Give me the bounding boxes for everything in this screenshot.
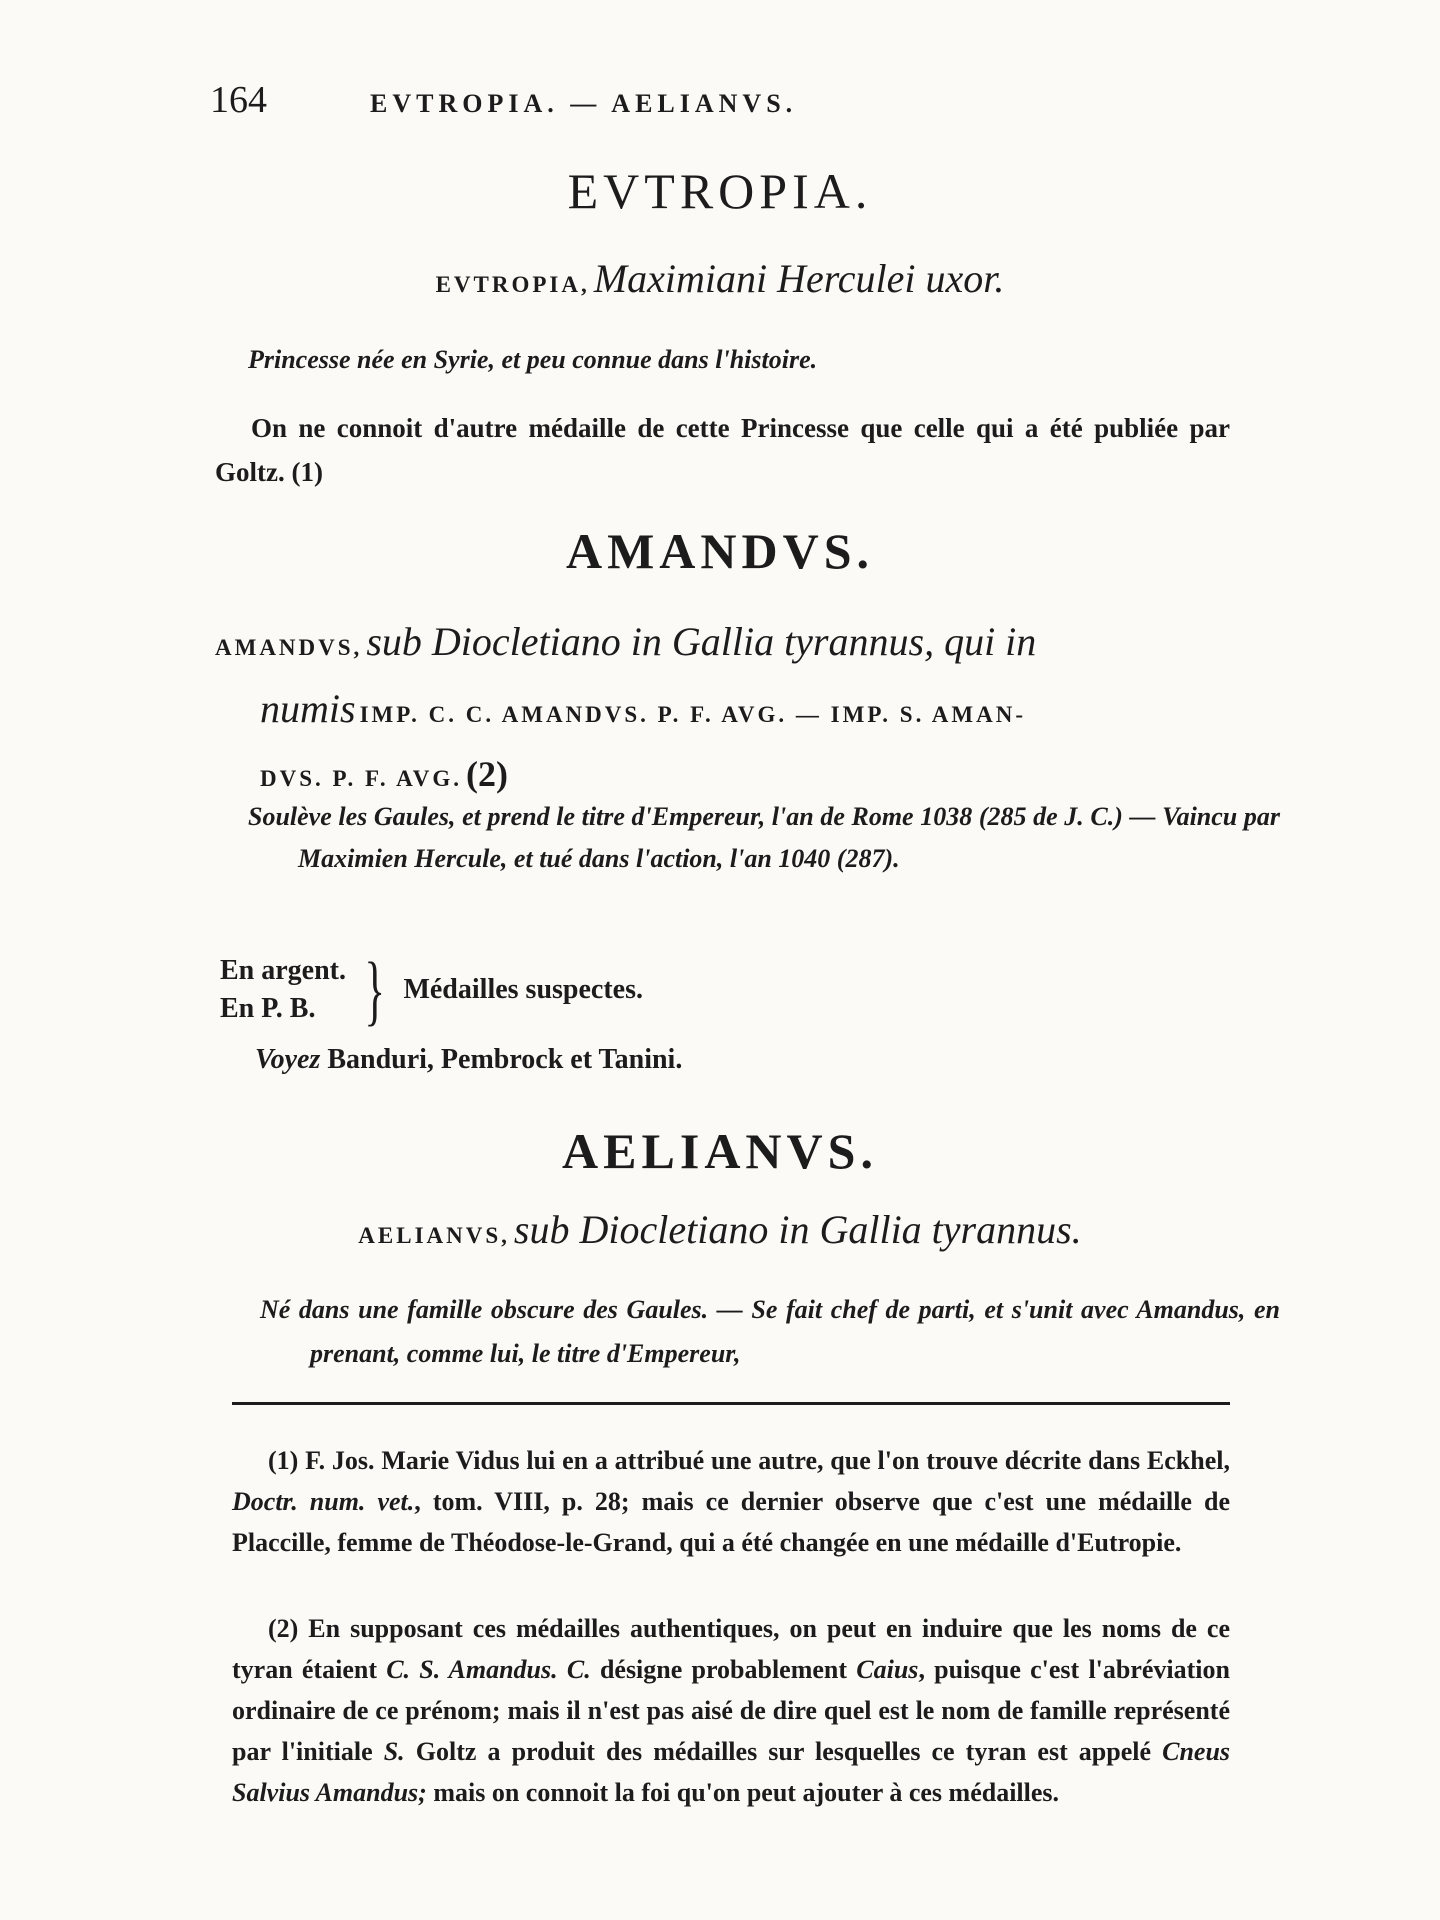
fn2-italic-1: C. S. Amandus. C. bbox=[386, 1655, 591, 1684]
fn2-part-a: (2) En supposant ces médailles authentiques, on peut en induire que les noms de ce tyran étaient bbox=[232, 1614, 1230, 1684]
eutropia-epithet: Maximiani Herculei uxor. bbox=[593, 256, 1005, 301]
brace-glyph: } bbox=[364, 946, 386, 1033]
metal-silver: En argent. bbox=[220, 955, 346, 986]
eutropia-text: On ne connoit d'autre médaille de cette Princesse que celle qui a été publiée par Goltz. (1) bbox=[215, 413, 1230, 487]
amandus-epithet: sub Diocletiano in Gallia tyrannus, qui in bbox=[366, 619, 1037, 664]
running-title: EVTROPIA. — AELIANVS. bbox=[370, 89, 798, 118]
amandus-numis: numis bbox=[260, 686, 356, 731]
fn2-italic-4: Cneus Salvius Amandus; bbox=[232, 1737, 1231, 1807]
page-number: 164 bbox=[210, 79, 267, 121]
fn2-part-d: Goltz a produit des médailles sur lesquelles ce tyran est appelé bbox=[415, 1737, 1152, 1766]
aelianus-epithet: sub Diocletiano in Gallia tyrannus. bbox=[513, 1207, 1082, 1252]
amandus-metals bbox=[220, 946, 643, 1033]
amandus-bio: Soulève les Gaules, et prend le titre d'Empereur, l'an de Rome 1038 (285 de J. C.) — Vaincu par Maximien Hercule, et tué dans l'action, l'an 1040 (287). bbox=[248, 802, 1280, 873]
amandus-name: AMANDVS, bbox=[215, 635, 363, 660]
aelianus-heading-line bbox=[0, 1206, 1440, 1253]
aelianus-name: AELIANVS, bbox=[358, 1223, 510, 1248]
amandus-heading-line1 bbox=[215, 612, 1230, 681]
footnote-1 bbox=[232, 1440, 1230, 1563]
amandus-see bbox=[255, 1044, 682, 1076]
section-title-amandus: AMANDVS. bbox=[565, 523, 875, 579]
section-title-eutropia: EVTROPIA. bbox=[567, 163, 873, 219]
fn2-italic-2: Caius bbox=[856, 1655, 919, 1684]
fn2-part-e: mais on connoit la foi qu'on peut ajouter à ces médailles. bbox=[433, 1778, 1060, 1807]
fn1-part-b: , tom. VIII, p. 28; mais ce dernier observe que c'est une médaille de Placcille, femme de Théodose-le-Grand, qui a été changée en une médaille d'Eutropie. bbox=[232, 1487, 1231, 1557]
aelianus-bio: Né dans une famille obscure des Gaules. — Se fait chef de parti, et s'unit avec Amandus, en prenant, comme lui, le titre d'Empereur, bbox=[260, 1295, 1280, 1368]
amandus-note-ref: (2) bbox=[466, 754, 508, 794]
footnote-2 bbox=[232, 1608, 1230, 1813]
see-label: Voyez bbox=[255, 1044, 321, 1075]
metal-pb: En P. B. bbox=[220, 993, 316, 1024]
amandus-legend-2: DVS. P. F. AVG. bbox=[260, 766, 463, 791]
eutropia-bio: Princesse née en Syrie, et peu connue dans l'histoire. bbox=[248, 345, 818, 374]
amandus-heading-line2 bbox=[215, 681, 1230, 746]
running-head bbox=[210, 78, 1230, 122]
fn2-italic-3: S. bbox=[383, 1737, 405, 1766]
amandus-legend-1: IMP. C. C. AMANDVS. P. F. AVG. — IMP. S. AMAN- bbox=[359, 702, 1026, 727]
fn1-part-a: (1) F. Jos. Marie Vidus lui en a attribué une autre, que l'on trouve décrite dans Eckhel, bbox=[268, 1446, 1230, 1475]
amandus-heading-block bbox=[215, 612, 1230, 810]
fn1-italic: Doctr. num. vet. bbox=[232, 1487, 415, 1516]
fn2-part-c: , puisque c'est l'abréviation ordinaire de ce prénom; mais il n'est pas aisé de dire quel est le nom de famille représenté par l'initiale bbox=[232, 1655, 1230, 1766]
eutropia-heading-line bbox=[0, 255, 1440, 302]
fn2-part-b: désigne probablement bbox=[599, 1655, 848, 1684]
section-title-aelianus: AELIANVS. bbox=[562, 1123, 878, 1179]
metal-note: Médailles suspectes. bbox=[403, 974, 643, 1005]
eutropia-name: EVTROPIA, bbox=[435, 272, 590, 297]
see-text: Banduri, Pembrock et Tanini. bbox=[327, 1044, 683, 1075]
footnote-rule bbox=[232, 1402, 1230, 1405]
